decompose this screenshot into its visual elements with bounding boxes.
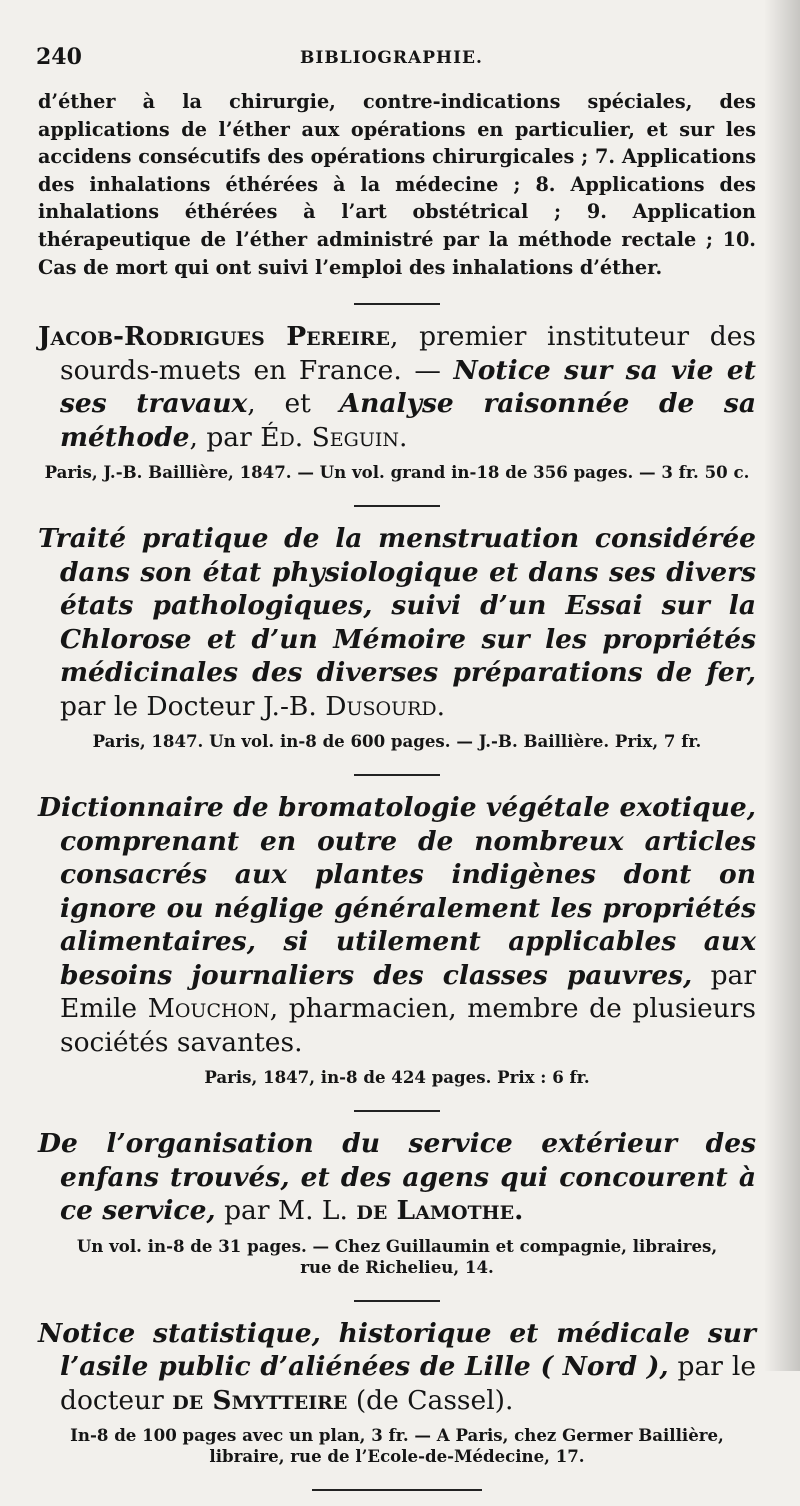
entry-work-title: Notice sur sa vie et ses travaux (60, 354, 756, 420)
entry-title: Dictionnaire de bromatologie végétale exotique, comprenant en outre de nombreux articles consacrés aux plantes indigènes dont on ignore ou néglige généralement les propriétés alimentaires, si utilement applicables aux besoins journaliers des classes pauvres, par Emile Mouchon, pharmacien, membre de plusieurs sociétés savantes. (38, 792, 757, 1058)
entry-publication: Paris, 1847. Un vol. in-8 de 600 pages. — J.-B. Baillière. Prix, 7 fr. (92, 731, 702, 752)
entry-author: Jacob-Rodrigues Pereire (38, 321, 391, 353)
running-title: BIBLIOGRAPHIE. (300, 48, 483, 68)
entry-work-title: Notice statistique, historique et médicale sur l’asile public d’aliénées de Lille ( Nord ), (38, 1317, 756, 1383)
entry-work-title: Traité pratique de la menstruation considérée dans son état physiologique et dans ses divers états pathologiques, suivi d’un Essai sur la Chlorose et d’un Mémoire sur les propriétés médicinales des diverses préparations de fer, (38, 523, 756, 689)
entry-title: De l’organisation du service extérieur des enfans trouvés, et des agens qui concourent à ce service, par M. L. de Lamothe. (38, 1128, 756, 1227)
entry-work-title: Dictionnaire de bromatologie végétale exotique, comprenant en outre de nombreux articles consacrés aux plantes indigènes dont on ignore ou néglige généralement les propriétés alimentaires, si utilement applicables aux besoins journaliers des classes pauvres, (38, 792, 756, 991)
separator-rule (354, 505, 440, 507)
entry-title: Jacob-Rodrigues Pereire, premier instituteur des sourds-muets en France. — Notice sur sa vie et ses travaux, et Analyse raisonnée de sa méthode, par Éd. Seguin. (38, 321, 756, 453)
separator-rule (354, 303, 440, 305)
separator-rule (354, 774, 440, 776)
entry-author: Dusourd. (325, 690, 446, 722)
entry-author: Mouchon (147, 993, 270, 1025)
entry-title: Notice statistique, historique et médicale sur l’asile public d’aliénées de Lille ( Nord ), par le docteur de Smytteire (de Cassel). (38, 1317, 757, 1416)
entry-publication: Un vol. in-8 de 31 pages. — Chez Guillaumin et compagnie, libraires, rue de Richelieu, 14. (76, 1235, 718, 1277)
intro-paragraph: d’éther à la chirurgie, contre-indications spéciales, des applications de l’éther aux opérations en particulier, et sur les accidens consécutifs des opérations chirurgicales ; 7. Applications des inhalations éthérées à la médecine ; 8. Applications des inhalations éthérées à l’art obstétrical ; 9. Application thérapeutique de l’éther administré par la méthode rectale ; 10. Cas de mort qui ont suivi l’emploi des inhalations d’éther. (38, 90, 756, 279)
page-spine-shadow (764, 0, 800, 1371)
entry-title: Traité pratique de la menstruation considérée dans son état physiologique et dans ses divers états pathologiques, suivi d’un Essai sur la Chlorose et d’un Mémoire sur les propriétés médicinales des diverses préparations de fer, par le Docteur J.-B. Dusourd. (38, 523, 756, 722)
entry-author: Éd. Seguin. (260, 421, 408, 453)
separator-rule (354, 1110, 440, 1112)
page-number: 240 (36, 44, 82, 70)
entry-author: de Lamothe. (356, 1195, 524, 1227)
entry-publication: In-8 de 100 pages avec un plan, 3 fr. — A Paris, chez Germer Baillière, libraire, rue de l’Ecole-de-Médecine, 17. (70, 1425, 724, 1467)
entry-publication: Paris, J.-B. Baillière, 1847. — Un vol. grand in-18 de 356 pages. — 3 fr. 50 c. (44, 462, 750, 483)
entry-author: de Smytteire (172, 1384, 348, 1416)
entry-work-title: De l’organisation du service extérieur des enfans trouvés, et des agens qui concourent à ce service, (38, 1128, 756, 1227)
separator-rule (354, 1300, 440, 1302)
entry-work-subtitle: Analyse raisonnée de sa méthode (60, 388, 756, 453)
page-body (38, 88, 756, 1506)
end-ornament-rule (312, 1489, 482, 1491)
entry-publication: Paris, 1847, in-8 de 424 pages. Prix : 6 fr. (204, 1067, 590, 1088)
page-header (0, 44, 800, 74)
